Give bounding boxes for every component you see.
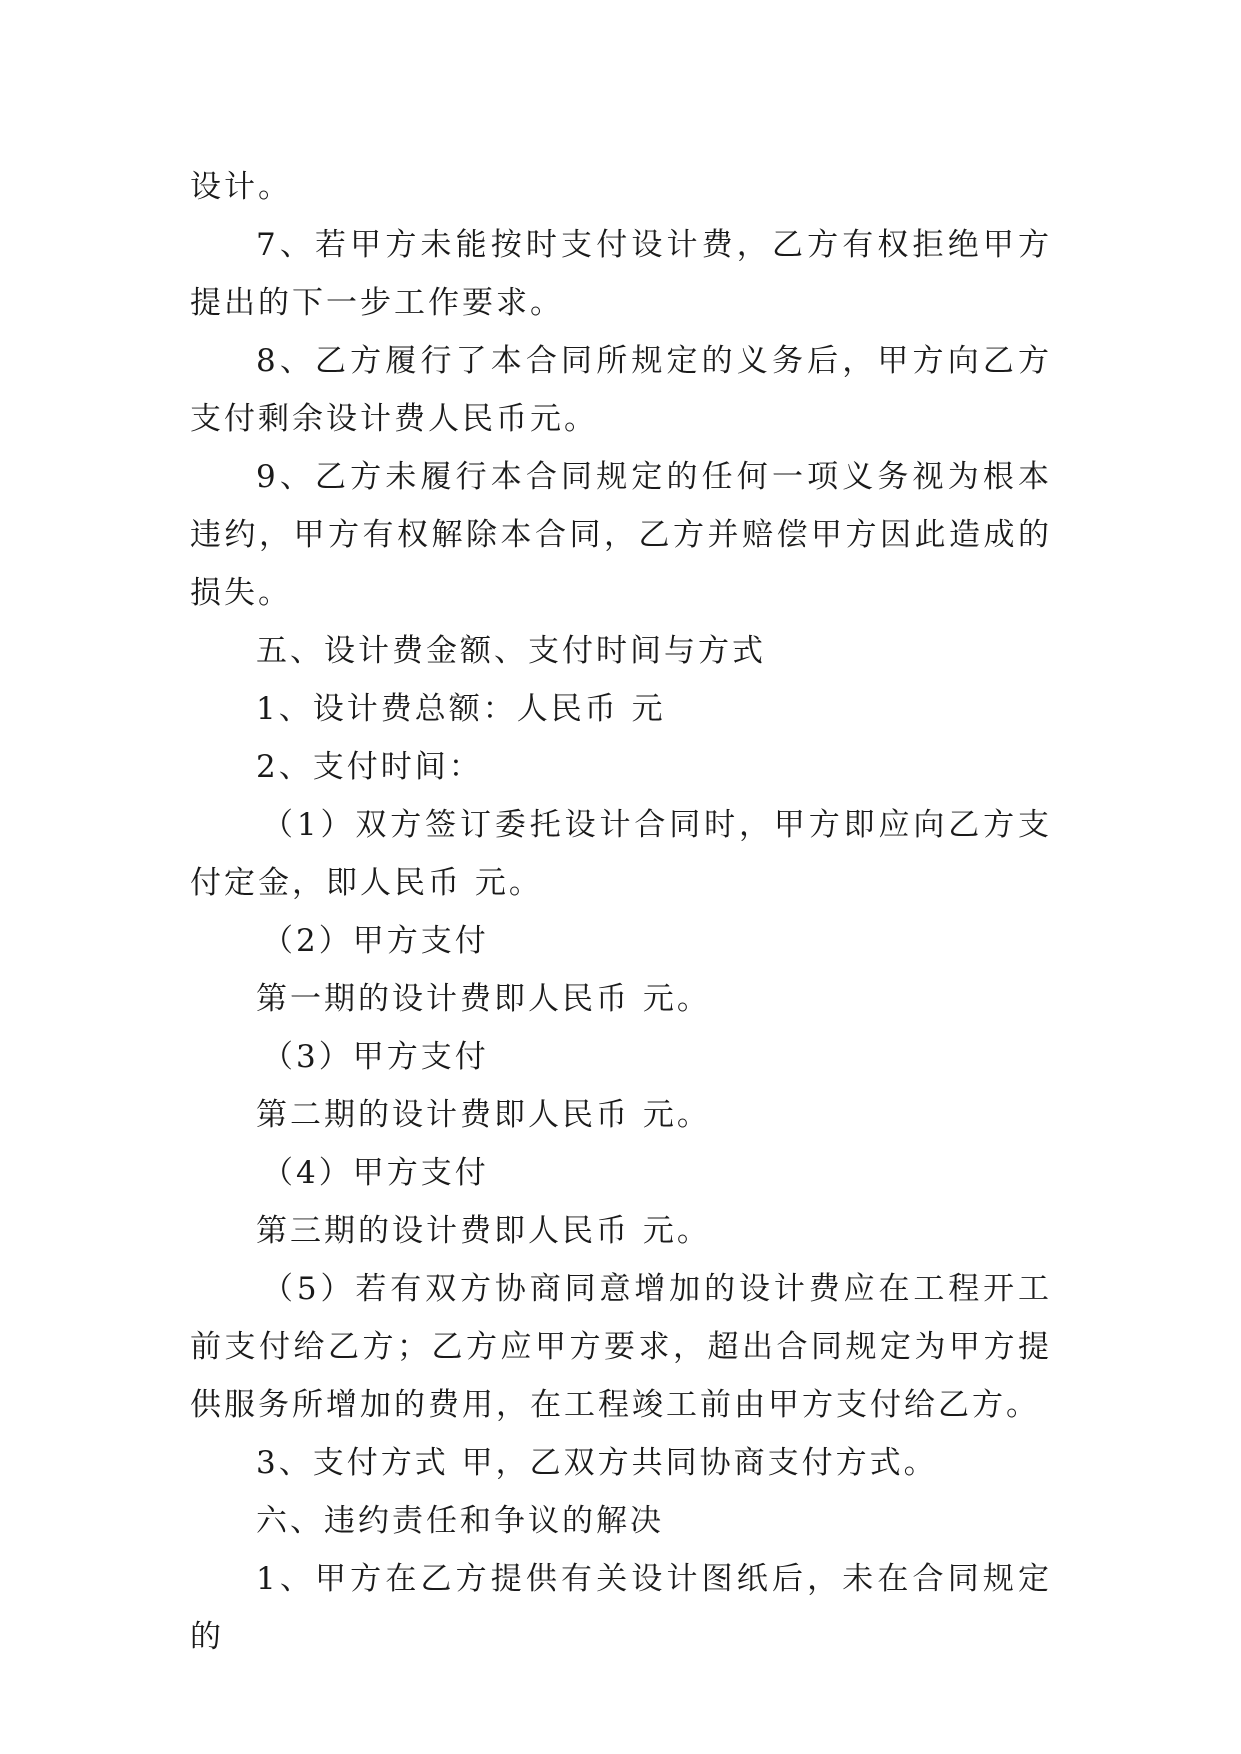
paragraph-payment-4: （4）甲方支付 xyxy=(262,1155,489,1191)
paragraph-payment-5: （5）若有双方协商同意增加的设计费应在工程开工前支付给乙方；乙方应甲方要求，超出合同规定为甲方提供服务所增加的费用，在工程竣工前由甲方支付给乙方。 xyxy=(190,1271,1052,1423)
paragraph-payment-2-detail: 第一期的设计费即人民币 元。 xyxy=(256,981,711,1017)
paragraph-breach-1: 1、甲方在乙方提供有关设计图纸后，未在合同规定的 xyxy=(190,1561,1052,1655)
paragraph-payment-3: （3）甲方支付 xyxy=(262,1039,489,1075)
paragraph-continuation: 设计。 xyxy=(190,169,292,205)
paragraph-clause-7: 7、若甲方未能按时支付设计费，乙方有权拒绝甲方提出的下一步工作要求。 xyxy=(190,227,1052,321)
paragraph-fee-total: 1、设计费总额：人民币 元 xyxy=(256,691,666,727)
document-body xyxy=(190,158,1052,1666)
section-heading-5: 五、设计费金额、支付时间与方式 xyxy=(256,633,766,669)
paragraph-clause-8: 8、乙方履行了本合同所规定的义务后，甲方向乙方支付剩余设计费人民币元。 xyxy=(190,343,1052,437)
section-heading-6: 六、违约责任和争议的解决 xyxy=(256,1503,664,1539)
paragraph-clause-9: 9、乙方未履行本合同规定的任何一项义务视为根本违约，甲方有权解除本合同，乙方并赔偿甲方因此造成的损失。 xyxy=(190,459,1052,611)
paragraph-payment-method: 3、支付方式 甲，乙双方共同协商支付方式。 xyxy=(256,1445,938,1481)
paragraph-payment-time: 2、支付时间： xyxy=(256,749,483,785)
paragraph-payment-4-detail: 第三期的设计费即人民币 元。 xyxy=(256,1213,711,1249)
paragraph-payment-2: （2）甲方支付 xyxy=(262,923,489,959)
paragraph-payment-1: （1）双方签订委托设计合同时，甲方即应向乙方支付定金，即人民币 元。 xyxy=(190,807,1052,901)
paragraph-payment-3-detail: 第二期的设计费即人民币 元。 xyxy=(256,1097,711,1133)
